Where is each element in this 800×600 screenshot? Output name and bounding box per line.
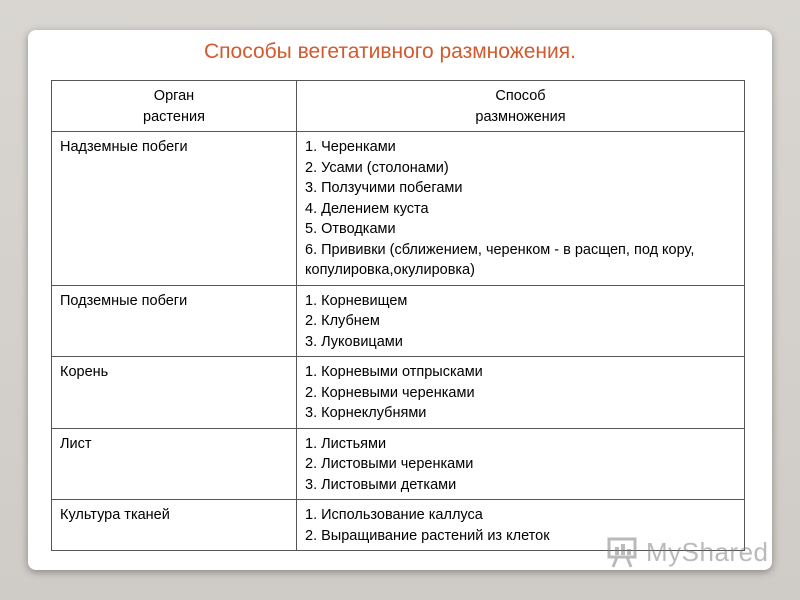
method-item: 1. Корневыми отпрысками: [305, 364, 483, 380]
organ-cell: Лист: [52, 428, 297, 500]
method-item: 2. Выращивание растений из клеток: [305, 527, 550, 544]
method-item: 2. Корневыми черенками: [305, 384, 475, 401]
methods-table: [51, 80, 745, 551]
watermark-text: MyShared: [646, 536, 769, 567]
organ-cell: Корень: [52, 357, 297, 429]
methods-cell: [297, 428, 745, 500]
header-method: [297, 81, 745, 132]
method-item: 5. Отводками: [305, 221, 396, 237]
method-item: 1. Использование каллуса: [305, 507, 483, 523]
slide-title: Способы вегетативного размножения.: [204, 40, 576, 63]
table-row: [52, 357, 745, 429]
table-row: [52, 285, 745, 357]
method-item: 6. Прививки (сближением, черенком - в расщеп, под кору, копулировка,окулировка): [305, 241, 695, 278]
method-item: 1. Корневищем: [305, 292, 408, 309]
header-method-line1: Способ: [495, 88, 546, 104]
header-organ-line1: Орган: [153, 88, 195, 104]
method-item: 4. Делением куста: [305, 200, 429, 217]
table-header-row: [52, 81, 745, 132]
method-item: 1. Листьями: [305, 435, 387, 452]
header-organ: [52, 81, 297, 132]
method-item: 2. Усами (столонами): [305, 159, 449, 176]
method-item: 3. Листовыми детками: [305, 476, 457, 493]
organ-cell: Надземные побеги: [52, 132, 297, 286]
organ-cell: Подземные побеги: [52, 285, 297, 357]
organ-cell: Культура тканей: [52, 500, 297, 551]
method-item: 2. Клубнем: [305, 313, 380, 329]
method-item: 3. Луковицами: [305, 333, 403, 350]
method-item: 1. Черенками: [305, 139, 396, 155]
header-organ-line2: растения: [143, 108, 205, 125]
presentation-icon: [606, 535, 640, 569]
methods-cell: [297, 357, 745, 429]
table-row: [52, 428, 745, 500]
watermark: [606, 532, 769, 572]
method-item: 2. Листовыми черенками: [305, 456, 474, 472]
method-item: 3. Корнеклубнями: [305, 405, 427, 421]
method-item: 3. Ползучими побегами: [305, 180, 463, 196]
header-method-line2: размножения: [475, 108, 566, 125]
methods-cell: [297, 132, 745, 286]
table-row: [52, 132, 745, 286]
methods-cell: [297, 285, 745, 357]
